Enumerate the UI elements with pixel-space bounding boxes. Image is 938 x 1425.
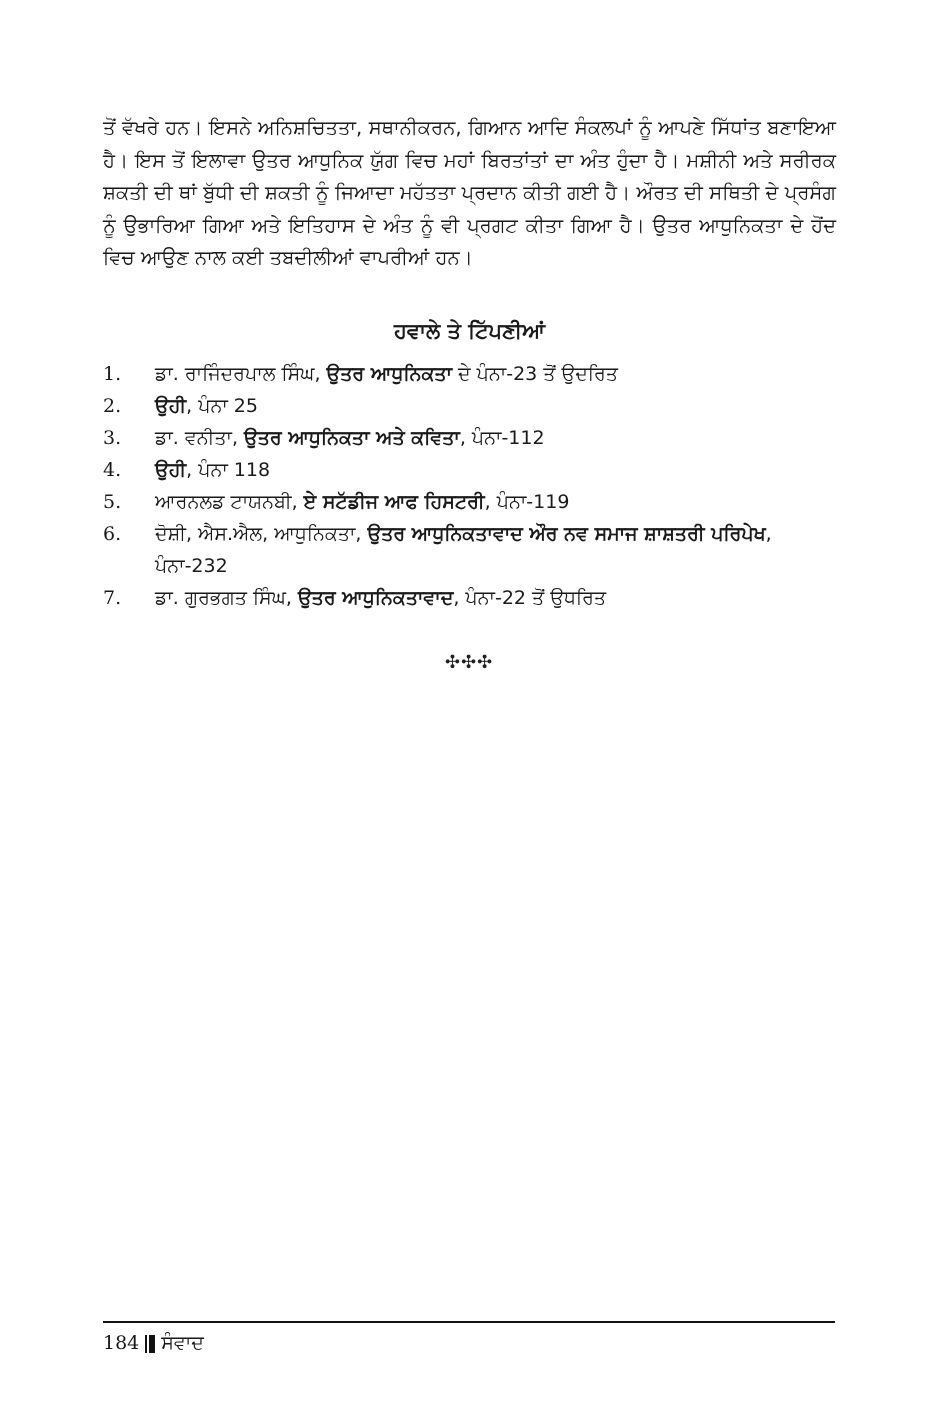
reference-page: , ਪੰਨਾ-232 xyxy=(155,523,772,577)
reference-page: , ਪੰਨਾ-112 xyxy=(459,427,545,449)
reference-number: 5. xyxy=(103,491,122,513)
reference-text xyxy=(155,358,838,390)
reference-title: ਉਹੀ xyxy=(155,395,187,417)
reference-text xyxy=(155,582,838,614)
reference-text xyxy=(155,486,838,518)
reference-title: ਉਤਰ ਆਧੁਨਿਕਤਾ ਅਤੇ ਕਵਿਤਾ xyxy=(244,427,460,449)
reference-author: ਡਾ. ਗੁਰਭਗਤ ਸਿੰਘ, xyxy=(155,587,298,609)
reference-title: ਏ ਸਟੱਡੀਜ ਆਫ ਹਿਸਟਰੀ xyxy=(303,491,485,513)
reference-page: , ਪੰਨਾ-119 xyxy=(484,491,570,513)
reference-number: 6. xyxy=(103,523,122,545)
separator-bars-icon xyxy=(145,1335,157,1353)
section-end-ornament: ✣✣✣ xyxy=(444,652,494,673)
reference-text xyxy=(155,454,838,486)
reference-title: ਉਤਰ ਆਧੁਨਿਕਤਾਵਾਦ xyxy=(297,587,454,609)
reference-number: 1. xyxy=(103,363,122,385)
body-paragraph: ਤੋਂ ਵੱਖਰੇ ਹਨ। ਇਸਨੇ ਅਨਿਸ਼ਚਿਤਤਾ, ਸਥਾਨੀਕਰਨ, ਗਿਆਨ ਆਦਿ ਸੰਕਲਪਾਂ ਨੂੰ ਆਪਣੇ ਸਿੱਧਾਂਤ ਬਣਾਇਆ ਹੈ। ਇਸ ਤੋਂ ਇਲਾਵਾ ਉਤਰ ਆਧੁਨਿਕ ਯੁੱਗ ਵਿਚ ਮਹਾਂ ਬਿਰਤਾਂਤਾਂ ਦਾ ਅੰਤ ਹੁੰਦਾ ਹੈ। ਮਸ਼ੀਨੀ ਅਤੇ ਸਰੀਰਕ ਸ਼ਕਤੀ ਦੀ ਥਾਂ ਬੁੱਧੀ ਦੀ ਸ਼ਕਤੀ ਨੂੰ ਜਿਆਦਾ ਮਹੱਤਤਾ ਪ੍ਰਦਾਨ ਕੀਤੀ ਗਈ ਹੈ। ਔਰਤ ਦੀ ਸਥਿਤੀ ਦੇ ਪ੍ਰਸੰਗ ਨੂੰ ਉਭਾਰਿਆ ਗਿਆ ਅਤੇ ਇਤਿਹਾਸ ਦੇ ਅੰਤ ਨੂੰ ਵੀ ਪ੍ਰਗਟ ਕੀਤਾ ਗਿਆ ਹੈ। ਉਤਰ ਆਧੁਨਿਕਤਾ ਦੇ ਹੋਂਦ ਵਿਚ ਆਉਣ ਨਾਲ ਕਈ ਤਬਦੀਲੀਆਂ ਵਾਪਰੀਆਂ ਹਨ। xyxy=(103,116,836,269)
reference-item xyxy=(103,454,838,486)
reference-text xyxy=(155,518,838,582)
reference-page: ਦੇ ਪੰਨਾ-23 ਤੋਂ ਉਦਰਿਤ xyxy=(452,363,618,385)
reference-author: ਦੋਸ਼ੀ, ਐਸ.ਐਲ, ਆਧੁਨਿਕਤਾ, xyxy=(155,523,368,545)
footer-rule xyxy=(103,1321,835,1323)
reference-text xyxy=(155,422,838,454)
reference-item xyxy=(103,518,838,582)
reference-number: 7. xyxy=(103,587,122,609)
reference-page: , ਪੰਨਾ-22 ਤੋਂ ਉਧਰਿਤ xyxy=(453,587,607,609)
reference-number: 2. xyxy=(103,395,122,417)
reference-author: ਆਰਨਲਡ ਟਾਯਨਬੀ, xyxy=(155,491,304,513)
reference-author: ਡਾ. ਰਾਜਿੰਦਰਪਾਲ ਸਿੰਘ, xyxy=(155,363,327,385)
reference-item xyxy=(103,422,838,454)
reference-item xyxy=(103,390,838,422)
references-list xyxy=(103,358,838,614)
reference-title: ਉਤਰ ਆਧੁਨਿਕਤਾ xyxy=(326,363,453,385)
reference-number: 4. xyxy=(103,459,122,481)
reference-text xyxy=(155,390,838,422)
section-heading: ਹਵਾਲੇ ਤੇ ਟਿੱਪਣੀਆਂ xyxy=(394,319,545,343)
reference-page: , ਪੰਨਾ 118 xyxy=(186,459,271,481)
page-footer xyxy=(103,1329,204,1357)
reference-item xyxy=(103,358,838,390)
reference-title: ਉਤਰ ਆਧੁਨਿਕਤਾਵਾਦ ਔਰ ਨਵ ਸਮਾਜ ਸ਼ਾਸ਼ਤਰੀ ਪਰਿਪੇਖ xyxy=(367,523,766,545)
reference-page: , ਪੰਨਾ 25 xyxy=(186,395,258,417)
reference-item xyxy=(103,582,838,614)
page-number: 184 xyxy=(103,1332,140,1354)
reference-title: ਉਹੀ xyxy=(155,459,187,481)
book-title: ਸੰਵਾਦ xyxy=(161,1332,204,1354)
reference-number: 3. xyxy=(103,427,122,449)
reference-author: ਡਾ. ਵਨੀਤਾ, xyxy=(155,427,245,449)
reference-item xyxy=(103,486,838,518)
